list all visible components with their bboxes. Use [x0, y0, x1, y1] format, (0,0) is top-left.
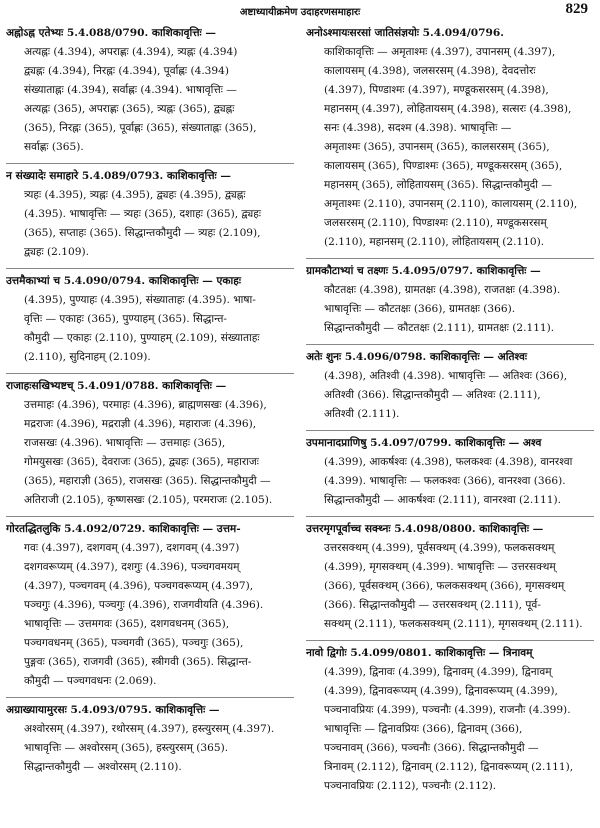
entry-separator	[306, 640, 594, 641]
example-line: (365), निरह्नः (365), पूर्वाह्णः (365), संख्याताह्नः (365),	[24, 122, 257, 134]
example-line: सिद्धान्तकौमुदी — कौटतक्षः (2.111), ग्रामतक्षः (2.111).	[324, 322, 555, 334]
entry-separator	[306, 516, 594, 517]
example-line: (366). सिद्धान्तकौमुदी — उत्तरसक्थम् (2.111), पूर्व-	[324, 599, 541, 611]
example-line: गवः (4.397), दशगवम् (4.397), दशगवम् (4.397)	[24, 542, 240, 554]
sutra-entry	[306, 644, 594, 796]
example-line: (4.397), पिण्डाश्मः (4.397), मण्डूकसरसम् (4.398),	[324, 84, 549, 96]
example-line: (4.399). भाषावृत्तिः — फलकश्वः (366), वानरश्वा (366).	[324, 475, 566, 487]
example-line: अत्यह्नः (4.394), अपराह्णः (4.394), त्र्यह्नः (4.394)	[24, 46, 238, 58]
example-line: पुङ्गवः (365), राजगवी (365), स्त्रीगवी (365). सिद्धान्त-	[24, 656, 252, 668]
page-header	[0, 0, 600, 22]
example-line: सिद्धान्तकौमुदी — अश्वोरसम् (2.110).	[24, 761, 182, 773]
sutra-heading-line: उत्तरमृगपूर्वाच्च सक्थ्नः 5.4.098/0800. काशिकावृत्तिः —	[306, 523, 544, 535]
example-line: अश्वोरसम् (4.397), रथोरसम् (4.397), हस्त्युरसम् (4.397).	[24, 723, 275, 735]
example-line: (4.395), पुण्याहः (4.395), संख्याताहः (4.395). भाषा-	[24, 294, 256, 306]
example-line: उत्तमाहः (4.396), परमाहः (4.396), ब्राह्मणसखः (4.396),	[24, 399, 267, 411]
sutra-heading-line: राजाहःसखिभ्यष्टच् 5.4.091/0788. काशिकावृत्तिः —	[6, 380, 227, 392]
example-line: पञ्चगुः (4.396), पञ्चगुः (4.396), राजगवीयति (4.396).	[24, 599, 264, 611]
example-line: कालायसम् (4.398), जलसरसम् (4.398), देवदत्तोरः	[324, 65, 536, 77]
example-line: काशिकावृत्तिः — अमृताश्मः (4.397), उपानसम् (4.397),	[324, 46, 556, 58]
example-line: (4.399), आकर्षश्वः (4.398), फलकश्वः (4.398), वानरश्वा	[324, 456, 573, 468]
example-line: दशगवरूप्यम् (4.397), दशगुः (4.396), पञ्चगवमयम्	[24, 561, 240, 573]
sutra-entry	[6, 167, 294, 262]
sutra-entry	[6, 520, 294, 691]
right-column	[306, 24, 594, 802]
example-line: अत्यह्नः (365), अपराह्णः (365), त्र्यह्नः (365), द्व्यह्नः	[24, 103, 235, 115]
sutra-entry	[306, 434, 594, 510]
example-line: सर्वाह्णः (365).	[24, 141, 84, 153]
example-line: (2.110), सुदिनाहम् (2.109).	[24, 351, 151, 363]
running-header-title: अष्टाध्यायीक्रमेण उदाहरणसमाहारः	[239, 7, 361, 18]
example-line: कौटतक्षः (4.398), ग्रामतक्षः (4.398), राजतक्षः (4.398).	[324, 284, 561, 296]
example-line: त्र्यहः (4.395), त्र्यह्नः (4.395), द्व्यहः (4.395), द्व्यह्नः	[24, 189, 246, 201]
sutra-heading-line: न संख्यादेः समाहारे 5.4.089/0793. काशिकावृत्तिः —	[6, 170, 231, 182]
sutra-heading-line: उपमानादप्राणिषु 5.4.097/0799. काशिकावृत्तिः — अश्व	[306, 437, 542, 449]
sutra-entry	[306, 348, 594, 424]
example-line: संख्याताह्नः (4.394), सर्वाह्णः (4.394). भाषावृत्तिः —	[24, 84, 237, 96]
entry-separator	[306, 430, 594, 431]
example-line: (4.398), अतिश्वी (4.398). भाषावृत्तिः — अतिश्वः (366),	[324, 370, 568, 382]
example-line: पञ्चनावम् (366), पञ्चनौः (366). सिद्धान्तकौमुदी —	[324, 742, 539, 754]
sutra-heading-line: उत्तमैकाभ्यां च 5.4.090/0794. काशिकावृत्तिः — एकाहः	[6, 275, 241, 287]
sutra-heading-line: अह्नोऽह्न एतेभ्यः 5.4.088/0790. काशिकावृत्तिः —	[6, 27, 216, 39]
example-line: द्व्यह्नः (4.394), निरह्नः (4.394), पूर्वाह्णः (4.394)	[24, 65, 230, 77]
example-line: (2.110), महानसम् (2.110), लोहितायसम् (2.110).	[324, 236, 545, 248]
sutra-entry	[6, 24, 294, 157]
example-line: अतिराजी (2.105), कृष्णसखः (2.105), परमराजः (2.105).	[24, 494, 273, 506]
example-line: गोमयुसखः (365), देवराजः (365), द्व्यहः (365), महाराजः	[24, 456, 259, 468]
example-line: पञ्चगवधनम् (365), पञ्चगवी (365), पञ्चगुः (365),	[24, 637, 244, 649]
example-line: (365), सप्ताहः (365). सिद्धान्तकौमुदी — त्र्यहः (2.109),	[24, 227, 261, 239]
entry-separator	[306, 258, 594, 259]
example-line: (4.399), द्विनावरूप्यम् (4.399), द्विनावरूप्यम् (4.399),	[324, 685, 558, 697]
sutra-entry	[6, 377, 294, 510]
example-line: पञ्चनावप्रियः (4.399), पञ्चनौः (4.399), राजनौः (4.399).	[324, 704, 571, 716]
sutra-heading-line: अग्राख्यायामुरसः 5.4.093/0795. काशिकावृत्तिः —	[6, 704, 220, 716]
example-line: भाषावृत्तिः — द्विनावप्रियः (366), द्विनावम् (366),	[324, 723, 523, 735]
entry-separator	[6, 373, 294, 374]
example-line: (4.399), मृगसक्थम् (4.399). भाषावृत्तिः — उत्तरसक्थम्	[324, 561, 556, 573]
example-line: महानसम् (365), लोहितायसम् (365). सिद्धान्तकौमुदी —	[324, 179, 552, 191]
entry-separator	[6, 697, 294, 698]
sutra-heading-line: अनोऽश्मायःसरसां जातिसंज्ञयोः 5.4.094/0796.	[306, 27, 504, 39]
example-line: सनः (4.398), सदश्म (4.398). भाषावृत्तिः —	[324, 122, 512, 134]
example-line: कौमुदी — पञ्चगवधनः (2.069).	[24, 675, 157, 687]
example-line: द्व्यहः (2.109).	[24, 246, 89, 258]
example-line: (366), पूर्वसक्थम् (366), फलकसक्थम् (366), मृगसक्थम्	[324, 580, 565, 592]
sutra-entry	[306, 520, 594, 634]
sutra-entry	[6, 272, 294, 367]
left-column	[6, 24, 294, 783]
example-line: जलसरसम् (2.110), पिण्डाश्मः (2.110), मण्डूकसरसम्	[324, 217, 547, 229]
example-line: महानसम् (4.397), लोहितायसम् (4.398), सत्सरः (4.398),	[324, 103, 572, 115]
example-line: (4.399), द्विनावः (4.399), द्विनावम् (4.399), द्विनावम्	[324, 666, 552, 678]
example-line: मद्रराजः (4.396), मद्रराज्ञी (4.396), महाराजः (4.396),	[24, 418, 257, 430]
example-line: कौमुदी — एकाहः (2.110), पुण्याहम् (2.109), संख्याताहः	[24, 332, 260, 344]
example-line: (365), महाराज्ञी (365), राजसखः (365). सिद्धान्तकौमुदी —	[24, 475, 271, 487]
entry-separator	[306, 344, 594, 345]
sutra-heading-line: नावो द्विगोः 5.4.099/0801. काशिकावृत्तिः — त्रिनावम्	[306, 647, 533, 659]
example-line: सिद्धान्तकौमुदी — आकर्षश्वः (2.111), वानरश्वा (2.111).	[324, 494, 561, 506]
example-line: अतिश्वी (2.111).	[324, 408, 400, 420]
example-line: वृत्तिः — एकाहः (365), पुण्याहम् (365). सिद्धान्त-	[24, 313, 227, 325]
sutra-entry	[306, 262, 594, 338]
example-line: अमृताश्मः (2.110), उपानसम् (2.110), कालायसम् (2.110),	[324, 198, 578, 210]
example-line: पञ्चनावप्रियः (2.112), पञ्चनौः (2.112).	[324, 780, 497, 792]
example-line: (4.395). भाषावृत्तिः — त्र्यहः (365), दशाहः (365), द्व्यहः	[24, 208, 262, 220]
example-line: अतिश्वी (366). सिद्धान्तकौमुदी — अतिश्वः (2.111),	[324, 389, 541, 401]
example-line: कालायसम् (365), पिण्डाश्मः (365), मण्डूकसरसम् (365),	[324, 160, 563, 172]
example-line: सक्थम् (2.111), फलकसक्थम् (2.111), मृगसक्थम् (2.111).	[324, 618, 583, 630]
example-line: उत्तरसक्थम् (4.399), पूर्वसक्थम् (4.399), फलकसक्थम्	[324, 542, 555, 554]
sutra-heading-line: गोरतद्धितलुकि 5.4.092/0729. काशिकावृत्तिः — उत्तम-	[6, 523, 241, 535]
entry-separator	[6, 516, 294, 517]
example-line: भाषावृत्तिः — कौटतक्षः (366), ग्रामतक्षः (366).	[324, 303, 516, 315]
sutra-entry	[306, 24, 594, 252]
example-line: त्रिनावम् (2.112), द्विनावम् (2.112), द्विनावरूप्यम् (2.111),	[324, 761, 574, 773]
example-line: राजसखः (4.396). भाषावृत्तिः — उत्तमाहः (365),	[24, 437, 226, 449]
example-line: (4.397), पञ्चगवम् (4.396), पञ्चगवरूप्यम् (4.397),	[24, 580, 254, 592]
example-line: अमृताश्मः (365), उपानसम् (365), कालसरसम् (365),	[324, 141, 550, 153]
page-number: 829	[565, 1, 588, 17]
example-line: भाषावृत्तिः — उत्तमगवः (365), दशगवधनम् (365),	[24, 618, 230, 630]
sutra-entry	[6, 701, 294, 777]
sutra-heading-line: अतेः शुनः 5.4.096/0798. काशिकावृत्तिः — अतिश्वः	[306, 351, 528, 363]
entry-separator	[6, 163, 294, 164]
sutra-heading-line: ग्रामकौटाभ्यां च तक्ष्णः 5.4.095/0797. काशिकावृत्तिः —	[306, 265, 541, 277]
entry-separator	[6, 268, 294, 269]
example-line: भाषावृत्तिः — अश्वोरसम् (365), हस्त्युरसम् (365).	[24, 742, 229, 754]
